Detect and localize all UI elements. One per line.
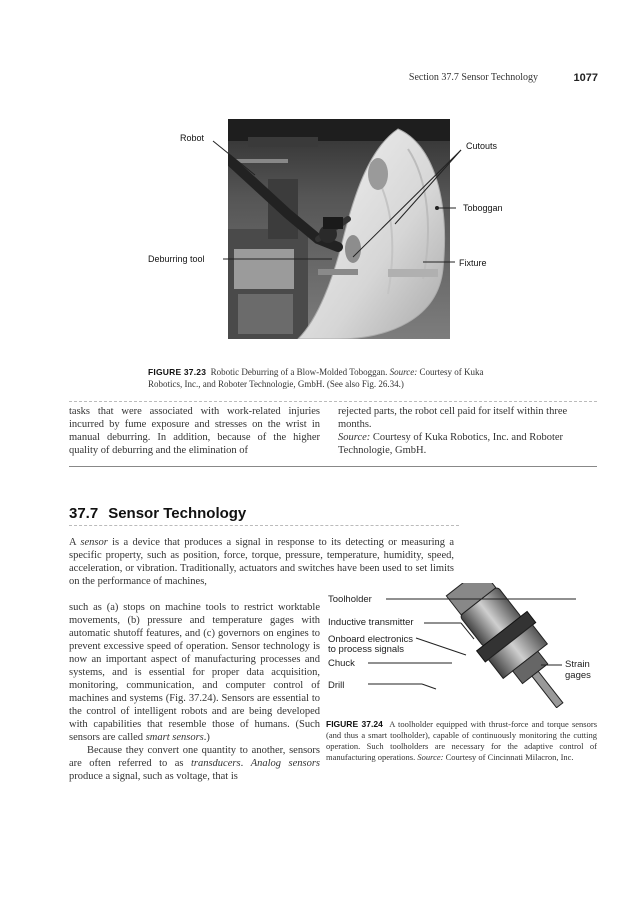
case-study-right-text — [338, 405, 597, 457]
p2-text-b: . — [240, 758, 251, 769]
callout-toboggan: Toboggan — [463, 203, 503, 213]
figure2-caption — [326, 719, 597, 763]
label-onboard-electronics: Onboard electronics — [328, 634, 414, 645]
term-smart-sensors: smart sensors — [145, 732, 204, 743]
figure2-caption-text: A toolholder equipped with thrust-force and torque sensors (and thus a smart toolholder), capable of continuously monitoring the cutting operation. Such toolholders are necessary for the adaptive control of manufacturing operations. — [326, 719, 598, 762]
label-chuck: Chuck — [328, 658, 355, 669]
paragraph-1-continued — [69, 601, 320, 744]
figure2-source-label: Source: — [417, 752, 444, 762]
label-strain: Strain — [565, 659, 590, 670]
section-title: Sensor Technology — [108, 505, 247, 522]
p2-text-c: produce a signal, such as voltage, that is — [69, 771, 238, 782]
callout-deburring-tool: Deburring tool — [148, 254, 205, 264]
page-number: 1077 — [573, 72, 598, 84]
section-underline — [69, 525, 459, 526]
section-heading — [69, 505, 246, 522]
term-sensor: sensor — [80, 537, 108, 548]
label-gages: gages — [565, 670, 591, 681]
p1-text-a: A — [69, 537, 81, 548]
label-toolholder: Toolholder — [328, 594, 372, 605]
figure1-source-text: Courtesy of Kuka Robotics, Inc., and Roboter Technologie, GmbH. (See also Fig. 26.34.) — [148, 367, 484, 389]
case-study-bottom-rule — [69, 466, 597, 467]
label-drill: Drill — [328, 680, 345, 691]
p1c-text-b: .) — [203, 732, 210, 743]
section-number: 37.7 — [69, 505, 99, 522]
figure1-source-label: Source: — [389, 367, 418, 377]
label-inductive-transmitter: Inductive transmitter — [328, 617, 414, 628]
figure1-caption-label: FIGURE 37.23 — [148, 367, 207, 377]
callout-cutouts: Cutouts — [466, 141, 498, 151]
figure2-source-text: Courtesy of Cincinnati Milacron, Inc. — [443, 752, 574, 762]
callout-robot: Robot — [180, 133, 205, 143]
p1c-text-a: such as (a) stops on machine tools to restrict worktable movements, (b) pressure and temperature gages with automatic shutoff features, and (c) governors on engines to prevent excessive speed of operation. Sensor technology is now an important aspect of manufacturing processes and systems, and is essential for proper data acquisition, monitoring, communication, and computer control of machines and systems (Fig. 37.24). Sensors are essential to the control of intelligent robots and are being developed with capabilities that resemble those of humans. (Such sensors are called — [69, 602, 320, 743]
case-study-right-body: rejected parts, the robot cell paid for itself within three months. — [338, 406, 568, 430]
term-transducers: transducers — [190, 758, 241, 769]
case-study-left-text: tasks that were associated with work-related injuries incurred by fume exposure and stresses on the wrist in manual deburring. In addition, because of the higher quality of deburring and the elimination of — [69, 406, 320, 456]
case-study-source-text: Courtesy of Kuka Robotics, Inc. and Roboter Technologie, GmbH. — [338, 432, 564, 456]
callout-fixture: Fixture — [459, 258, 487, 268]
p2-text-a: Because they convert one quantity to another, sensors are often referred to as — [69, 745, 320, 769]
case-study-source-label: Source: — [338, 432, 371, 443]
figure1-caption — [148, 366, 508, 390]
label-process-signals: to process signals — [328, 644, 405, 655]
paragraph-2 — [69, 744, 320, 783]
paragraph-1-intro — [69, 536, 454, 588]
figure2-caption-label: FIGURE 37.24 — [326, 719, 383, 729]
p1-text-b: is a device that produces a signal in response to its detecting or measuring a specific property, such as position, force, torque, pressure, temperature, humidity, speed, acceleration, or vibration. Traditionally, actuators and switches have been used to set limits on the performance of machines, — [69, 537, 454, 587]
case-study-top-rule — [69, 401, 597, 402]
figure1-caption-text: Robotic Deburring of a Blow-Molded Toboggan. — [210, 367, 390, 377]
term-analog-sensors: Analog sensors — [250, 758, 321, 769]
header-section-label: Section 37.7 Sensor Technology — [408, 72, 538, 83]
